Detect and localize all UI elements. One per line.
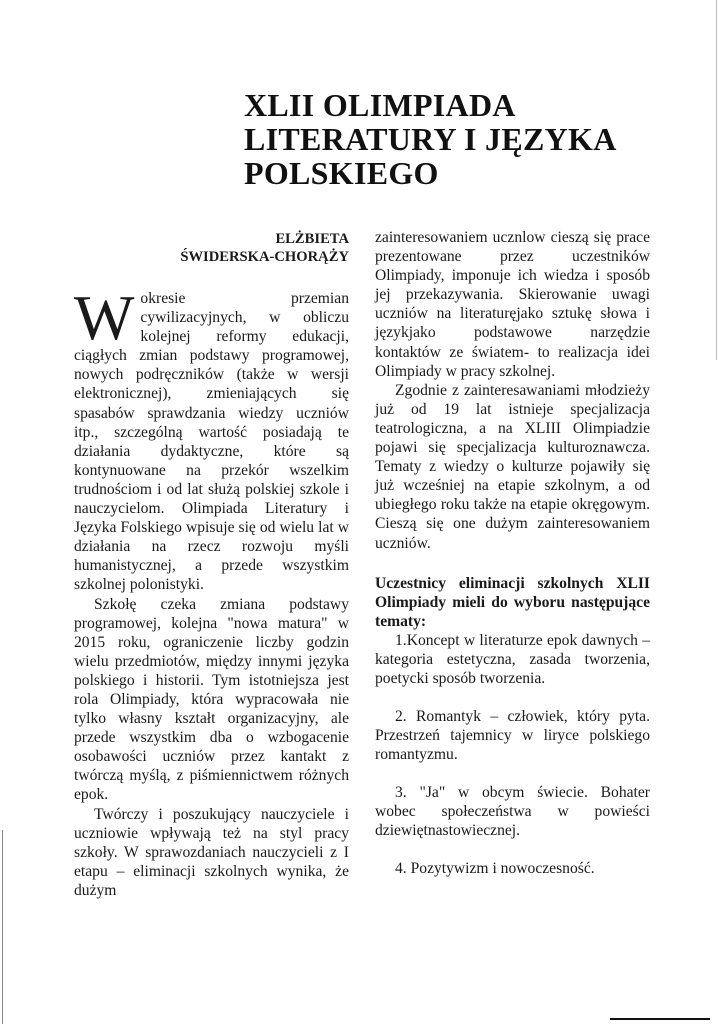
- article-title: [244, 88, 684, 190]
- author-byline: [74, 230, 349, 266]
- author-first-name: ELŻBIETA: [275, 231, 349, 247]
- intro-paragraph: [74, 282, 349, 595]
- footer-rule: [610, 1018, 710, 1020]
- section-heading: Uczestnicy eliminacji szkolnych XLII Olimpiady mieli do wyboru następujące tematy:: [375, 574, 650, 630]
- paragraph-2: Szkołę czeka zmiana podstawy programowej, kolejna "nowa matura" w 2015 roku, ograniczenie liczby godzin wielu przedmiotów, między innymi języka polskiego i historii. Tym istotniejsza jest rola Olimpiady, która wypracowała nie tylko własny kształt organizacyjny, ale przede wszystkim dba o wzbogacenie osobawości uczniów przez kantakt z twórczą myślą, z piśmiennictwem różnych epok.: [74, 595, 349, 804]
- left-column: [74, 228, 349, 900]
- title-line-3: POLSKIEGO: [244, 155, 439, 191]
- drop-cap: W: [74, 282, 135, 353]
- scan-edge-right: [716, 0, 717, 360]
- paragraph-3: Twórczy i poszukujący nauczyciele i uczniowie wpływają też na styl pracy szkoły. W sprawozdaniach nauczycieli z I etapu – eliminacji szkolnych wynika, że dużym: [74, 805, 349, 899]
- author-last-name: ŚWIDERSKA-CHORĄŻY: [180, 249, 349, 265]
- topic-item-4: 4. Pozytywizm i nowoczesność.: [395, 860, 595, 878]
- topic-item-2: 2. Romantyk – człowiek, który pyta. Przestrzeń tajemnicy w liryce polskiego romantyzmu.: [375, 707, 650, 764]
- topic-item-3: 3. "Ja" w obcym świecie. Bohater wobec społeczeństwa w powieści dziewiętnastowiecznej.: [375, 784, 650, 840]
- intro-paragraph-text: okresie przemian cywilizacyjnych, w obliczu kolejnej reformy edukacji, ciągłych zmian podstawy programowej, nowych podręczników (także w wersji elektronicznej), zmieniających się spasabów sprawdzania wiedzy uczniów itp., szczególną wartość posiadają te działania dydaktyczne, które są kontynuowane na przekór wszelkim trudnościom i od lat służą polskiej szkole i nauczycielom. Olimpiada Literatury i Języka Folskiego wpisuje się od wielu lat w działania na rzecz rozwoju myśli humanistycznej, a przede wszystkim szkolnej polonistyki.: [74, 290, 349, 594]
- topic-item-1: 1.Koncept w literaturze epok dawnych – kategoria estetyczna, zasada tworzenia, poetycki sposób tworzenia.: [375, 631, 650, 687]
- title-line-2: LITERATURY I JĘZYKA: [244, 121, 617, 157]
- scan-edge-left: [2, 830, 3, 1024]
- right-column: [375, 228, 650, 879]
- paragraph-5: Zgodnie z zainteresawaniami młodzieży już od 19 lat istnieje specjalizacja teatrologiczna, a na XLIII Olimpiadzie pojawi się specjalizacja kulturoznawcza. Tematy z wiedzy o kulturze pojawiły się już wcześniej na etapie szkolnym, a od ubiegłego roku także na etapie okręgowym. Cieszą się one dużym zainteresowaniem uczniów.: [375, 381, 650, 552]
- paragraph-4: zainteresowaniem ucznlow cieszą się prace prezentowane przez uczestników Olimpiady, imponuje ich wiedza i sposób jej przekazywania. Skierowanie uwagi uczniów na literaturęjako sztukę słowa i językjako podstawowe narzędzie kontaktów ze światem- to realizacja idei Olimpiady w pracy szkolnej.: [375, 229, 650, 380]
- title-line-1: XLII OLIMPIADA: [244, 87, 516, 123]
